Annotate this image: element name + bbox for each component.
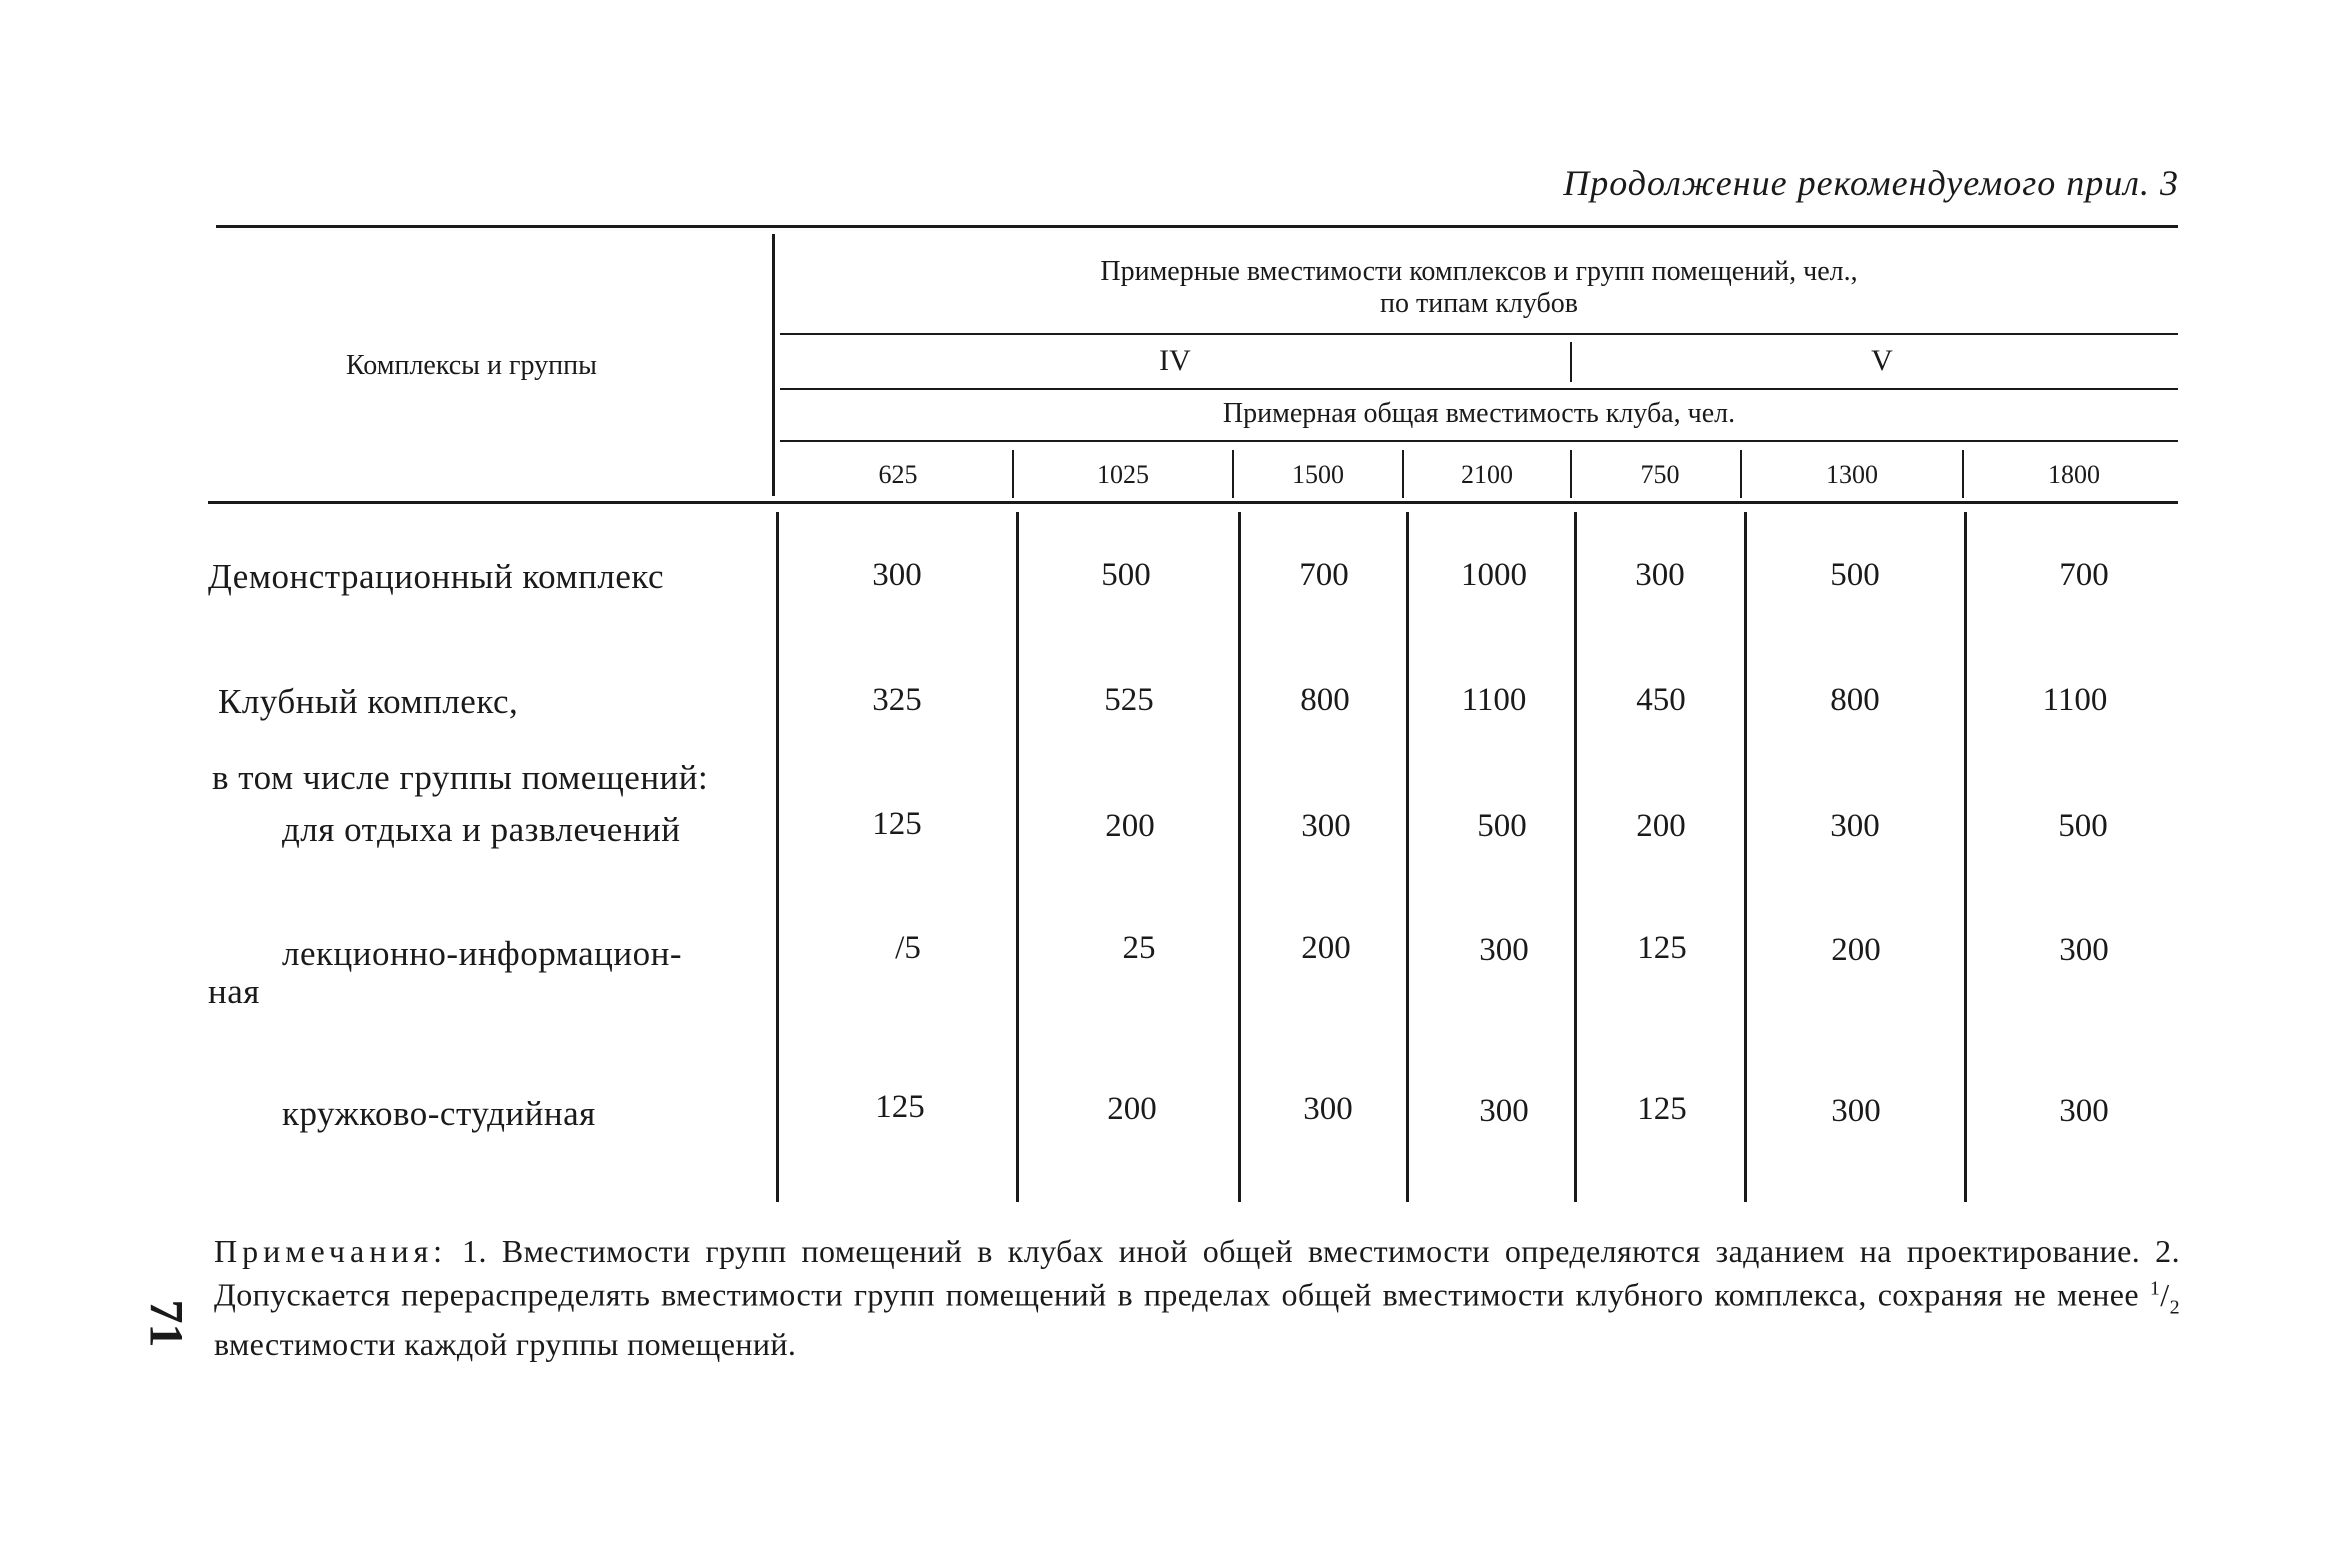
total-capacity-caption: Примерная общая вместимость клуба, чел. bbox=[1222, 398, 1736, 429]
col-divider bbox=[1962, 450, 1964, 498]
table-cell: 500 bbox=[1477, 808, 1527, 844]
col-divider bbox=[1406, 512, 1409, 1202]
col-divider bbox=[1238, 512, 1241, 1202]
table-cell: 125 bbox=[872, 806, 922, 842]
table-cell: 700 bbox=[1299, 557, 1349, 593]
col-divider bbox=[1402, 450, 1404, 498]
column-header: 625 bbox=[878, 460, 918, 489]
col-divider bbox=[1964, 512, 1967, 1202]
col-divider bbox=[1744, 512, 1747, 1202]
table-cell: 1100 bbox=[2042, 682, 2108, 718]
col-divider bbox=[1232, 450, 1234, 498]
stub-divider bbox=[772, 234, 775, 496]
row-header: Комплексы и группы bbox=[346, 350, 597, 381]
caption-line-1: Примерные вместимости комплексов и групп помещений, чел., bbox=[1100, 256, 1858, 287]
notes-paragraph bbox=[214, 1233, 2180, 1363]
row-label: для отдыха и развлечений bbox=[282, 810, 681, 849]
table-cell: 125 bbox=[1637, 930, 1687, 966]
table-cell: 300 bbox=[1303, 1091, 1353, 1127]
header-bottom-rule bbox=[208, 501, 2178, 504]
table-cell: 300 bbox=[1479, 932, 1529, 968]
table-cell: 300 bbox=[1301, 808, 1351, 844]
table-cell: 1000 bbox=[1461, 557, 1527, 593]
fraction-denominator: 2 bbox=[2169, 1296, 2180, 1319]
header-rule-3 bbox=[780, 440, 2178, 442]
col-divider bbox=[1012, 450, 1014, 498]
club-type-v: V bbox=[1871, 344, 1893, 377]
table-cell: 1100 bbox=[1461, 682, 1527, 718]
table-cell: 300 bbox=[872, 557, 922, 593]
table-cell: 300 bbox=[1635, 557, 1685, 593]
header-rule-1 bbox=[780, 333, 2178, 335]
notes-heading: Примечания: bbox=[214, 1233, 448, 1269]
half-fraction: $^1/_2$ bbox=[2149, 1276, 2180, 1319]
type-divider bbox=[1570, 342, 1572, 382]
col-divider bbox=[1574, 512, 1577, 1202]
table-cell: 450 bbox=[1636, 682, 1686, 718]
col-divider bbox=[1016, 512, 1019, 1202]
caption-line-2: по типам клубов bbox=[1379, 288, 1578, 319]
column-header: 750 bbox=[1640, 460, 1680, 489]
row-label: кружково-студийная bbox=[282, 1094, 596, 1133]
col-divider bbox=[1570, 450, 1572, 498]
table-cell: 200 bbox=[1636, 808, 1686, 844]
table-cell: 200 bbox=[1105, 808, 1155, 844]
table-cell: 800 bbox=[1300, 682, 1350, 718]
table-cell: 500 bbox=[1101, 557, 1151, 593]
row-label: Демонстрационный комплекс bbox=[208, 557, 665, 596]
column-header: 2100 bbox=[1461, 460, 1513, 489]
table-top-rule bbox=[216, 225, 2178, 228]
table-cell: 500 bbox=[1830, 557, 1880, 593]
table-cell: 300 bbox=[1831, 1093, 1881, 1129]
stub-divider-body bbox=[776, 512, 779, 1202]
table-cell: 200 bbox=[1831, 932, 1881, 968]
page-number: 71 bbox=[139, 1299, 193, 1348]
table-cell: 200 bbox=[1301, 930, 1351, 966]
row-label-line-2: ная bbox=[208, 972, 260, 1011]
row-subheading: в том числе группы помещений: bbox=[212, 758, 709, 797]
column-header: 1800 bbox=[2048, 460, 2100, 489]
header-rule-2 bbox=[780, 388, 2178, 390]
table-cell: 500 bbox=[2058, 808, 2108, 844]
table-cell: 125 bbox=[1637, 1091, 1687, 1127]
notes-text-a: 1. Вместимости групп помещений в клубах иной общей вместимости определяются заданием на проектирование. 2. Допускается перераспределять вместимости групп помещений в пределах общей вместимости клубного комплекса, сохраняя не менее bbox=[214, 1233, 2180, 1313]
table-cell: 25 bbox=[1122, 930, 1156, 966]
running-head: Продолжение рекомендуемого прил. 3 bbox=[1563, 163, 2179, 203]
column-header: 1025 bbox=[1097, 460, 1149, 489]
club-type-iv: IV bbox=[1159, 344, 1191, 377]
table-cell: 800 bbox=[1830, 682, 1880, 718]
table-cell: 525 bbox=[1104, 682, 1154, 718]
row-label: Клубный комплекс, bbox=[218, 682, 519, 721]
table-cell: 300 bbox=[1830, 808, 1880, 844]
row-label-line-1: лекционно-информацион- bbox=[282, 934, 682, 973]
table-cell: 300 bbox=[2059, 1093, 2109, 1129]
column-header: 1300 bbox=[1826, 460, 1878, 489]
fraction-numerator: 1 bbox=[2149, 1277, 2161, 1299]
table-cell: 325 bbox=[872, 682, 922, 718]
table-cell: 300 bbox=[2059, 932, 2109, 968]
table-cell: 125 bbox=[875, 1089, 925, 1125]
capacity-caption bbox=[780, 256, 2178, 320]
table-cell: /5 bbox=[895, 930, 921, 966]
table-cell: 300 bbox=[1479, 1093, 1529, 1129]
col-divider bbox=[1740, 450, 1742, 498]
column-header: 1500 bbox=[1292, 460, 1344, 489]
table-cell: 700 bbox=[2059, 557, 2109, 593]
table-cell: 200 bbox=[1107, 1091, 1157, 1127]
notes-text-b: вместимости каждой группы помещений. bbox=[214, 1326, 797, 1363]
